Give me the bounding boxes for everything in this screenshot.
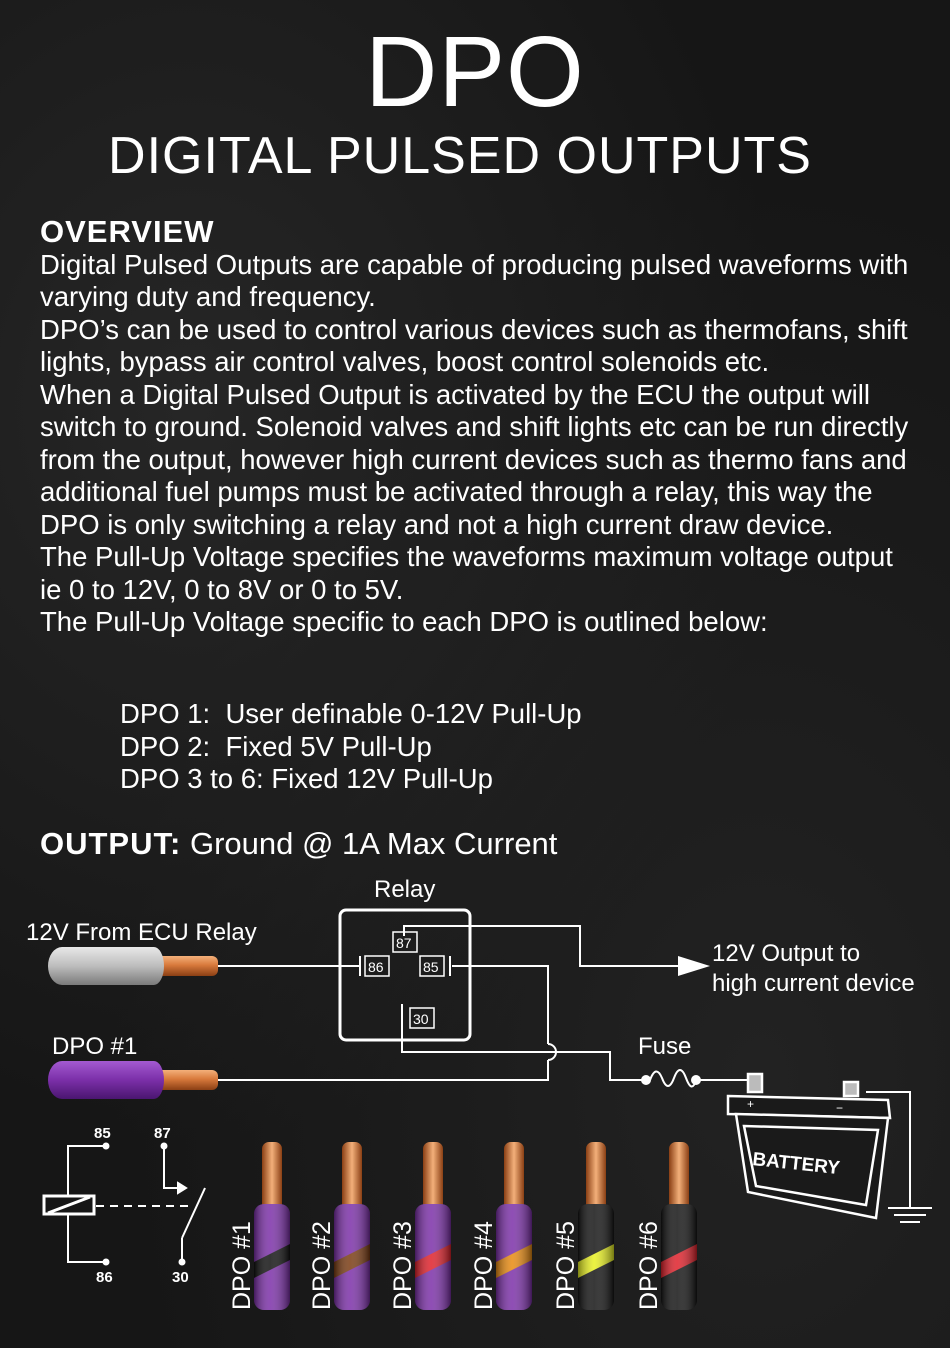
dpo1-horizontal-wire xyxy=(0,1061,218,1099)
wire-shading xyxy=(254,1204,290,1310)
relay-schematic xyxy=(44,1144,205,1265)
svg-text:−: − xyxy=(836,1101,844,1115)
dpo-wire xyxy=(228,1142,290,1310)
dpo-wire xyxy=(635,1142,697,1310)
dpo-wire xyxy=(308,1142,370,1310)
schematic-pin-85: 85 xyxy=(94,1125,111,1142)
copper-conductor xyxy=(669,1142,689,1214)
ecu-wire-label: 12V From ECU Relay xyxy=(26,919,257,946)
page-title: DPO xyxy=(365,16,585,128)
relay-pin-87: 87 xyxy=(396,935,412,951)
output-label: OUTPUT: xyxy=(40,826,182,861)
wire-shading xyxy=(334,1204,370,1310)
pullup-item: DPO 2: Fixed 5V Pull-Up xyxy=(120,730,432,762)
output-label-line2: high current device xyxy=(712,970,915,997)
wire-shading xyxy=(496,1204,532,1310)
overview-paragraph: DPO’s can be used to control various devices such as thermofans, shift lights, bypass air control valves, boost control solenoids etc. xyxy=(40,313,908,377)
pullup-item: DPO 1: User definable 0-12V Pull-Up xyxy=(120,698,582,729)
page-subtitle: DIGITAL PULSED OUTPUTS xyxy=(108,127,812,185)
schematic-pin-87: 87 xyxy=(154,1125,171,1142)
dpo-wire-label: DPO #6 xyxy=(635,1221,663,1310)
wire-shading xyxy=(661,1204,697,1310)
copper-conductor xyxy=(342,1142,362,1214)
output-value: Ground @ 1A Max Current xyxy=(189,826,558,861)
overview-heading: OVERVIEW xyxy=(40,214,215,249)
relay-pin-30: 30 xyxy=(413,1011,429,1027)
dpo-wire xyxy=(470,1142,532,1310)
overview-paragraph: The Pull-Up Voltage specifies the waveforms maximum voltage output ie 0 to 12V, 0 to 8V or 0 to 5V. xyxy=(40,541,893,605)
svg-text:+: + xyxy=(747,1097,755,1111)
pullup-item: DPO 3 to 6: Fixed 12V Pull-Up xyxy=(120,763,493,794)
dpo-wire-label: DPO #3 xyxy=(389,1221,417,1310)
schematic-pin-86: 86 xyxy=(96,1269,113,1286)
relay-label: Relay xyxy=(374,876,436,903)
battery-label: BATTERY xyxy=(751,1149,841,1180)
fuse-icon xyxy=(642,1070,700,1087)
wire-shading xyxy=(578,1204,614,1310)
copper-conductor xyxy=(262,1142,282,1214)
copper-conductor xyxy=(586,1142,606,1214)
dpo-wire-label: DPO #1 xyxy=(228,1221,256,1310)
output-arrow-icon xyxy=(678,956,710,976)
dpo-wire-label: DPO #2 xyxy=(308,1221,336,1310)
dpo-wire-set xyxy=(228,1142,697,1310)
ecu-wire xyxy=(0,947,218,985)
dpo1-wire-label: DPO #1 xyxy=(52,1033,138,1060)
battery-icon xyxy=(728,1074,890,1218)
copper-conductor xyxy=(423,1142,443,1214)
relay-pin-86: 86 xyxy=(368,959,384,975)
schematic-pin-30: 30 xyxy=(172,1269,189,1286)
dpo-wire-label: DPO #5 xyxy=(552,1221,580,1310)
dpo-wire xyxy=(389,1142,451,1310)
relay-pin-85: 85 xyxy=(423,959,439,975)
dpo-wire xyxy=(552,1142,614,1310)
copper-conductor xyxy=(504,1142,524,1214)
overview-paragraph: The Pull-Up Voltage specific to each DPO is outlined below: xyxy=(40,606,768,637)
output-label-line1: 12V Output to xyxy=(712,940,861,967)
dpo-wire-label: DPO #4 xyxy=(470,1221,498,1310)
overview-paragraph: Digital Pulsed Outputs are capable of producing pulsed waveforms with varying duty and frequency. xyxy=(40,248,909,312)
fuse-label: Fuse xyxy=(638,1033,692,1060)
overview-paragraph: When a Digital Pulsed Output is activated by the ECU the output will switch to ground. Solenoid valves and shift lights etc can be run directly from the output, however high current devices such as thermo fans and additional fuel pumps must be activated through a relay, this way the DPO is only switching a relay and not a high current draw device. xyxy=(40,378,909,540)
wire-shading xyxy=(415,1204,451,1310)
